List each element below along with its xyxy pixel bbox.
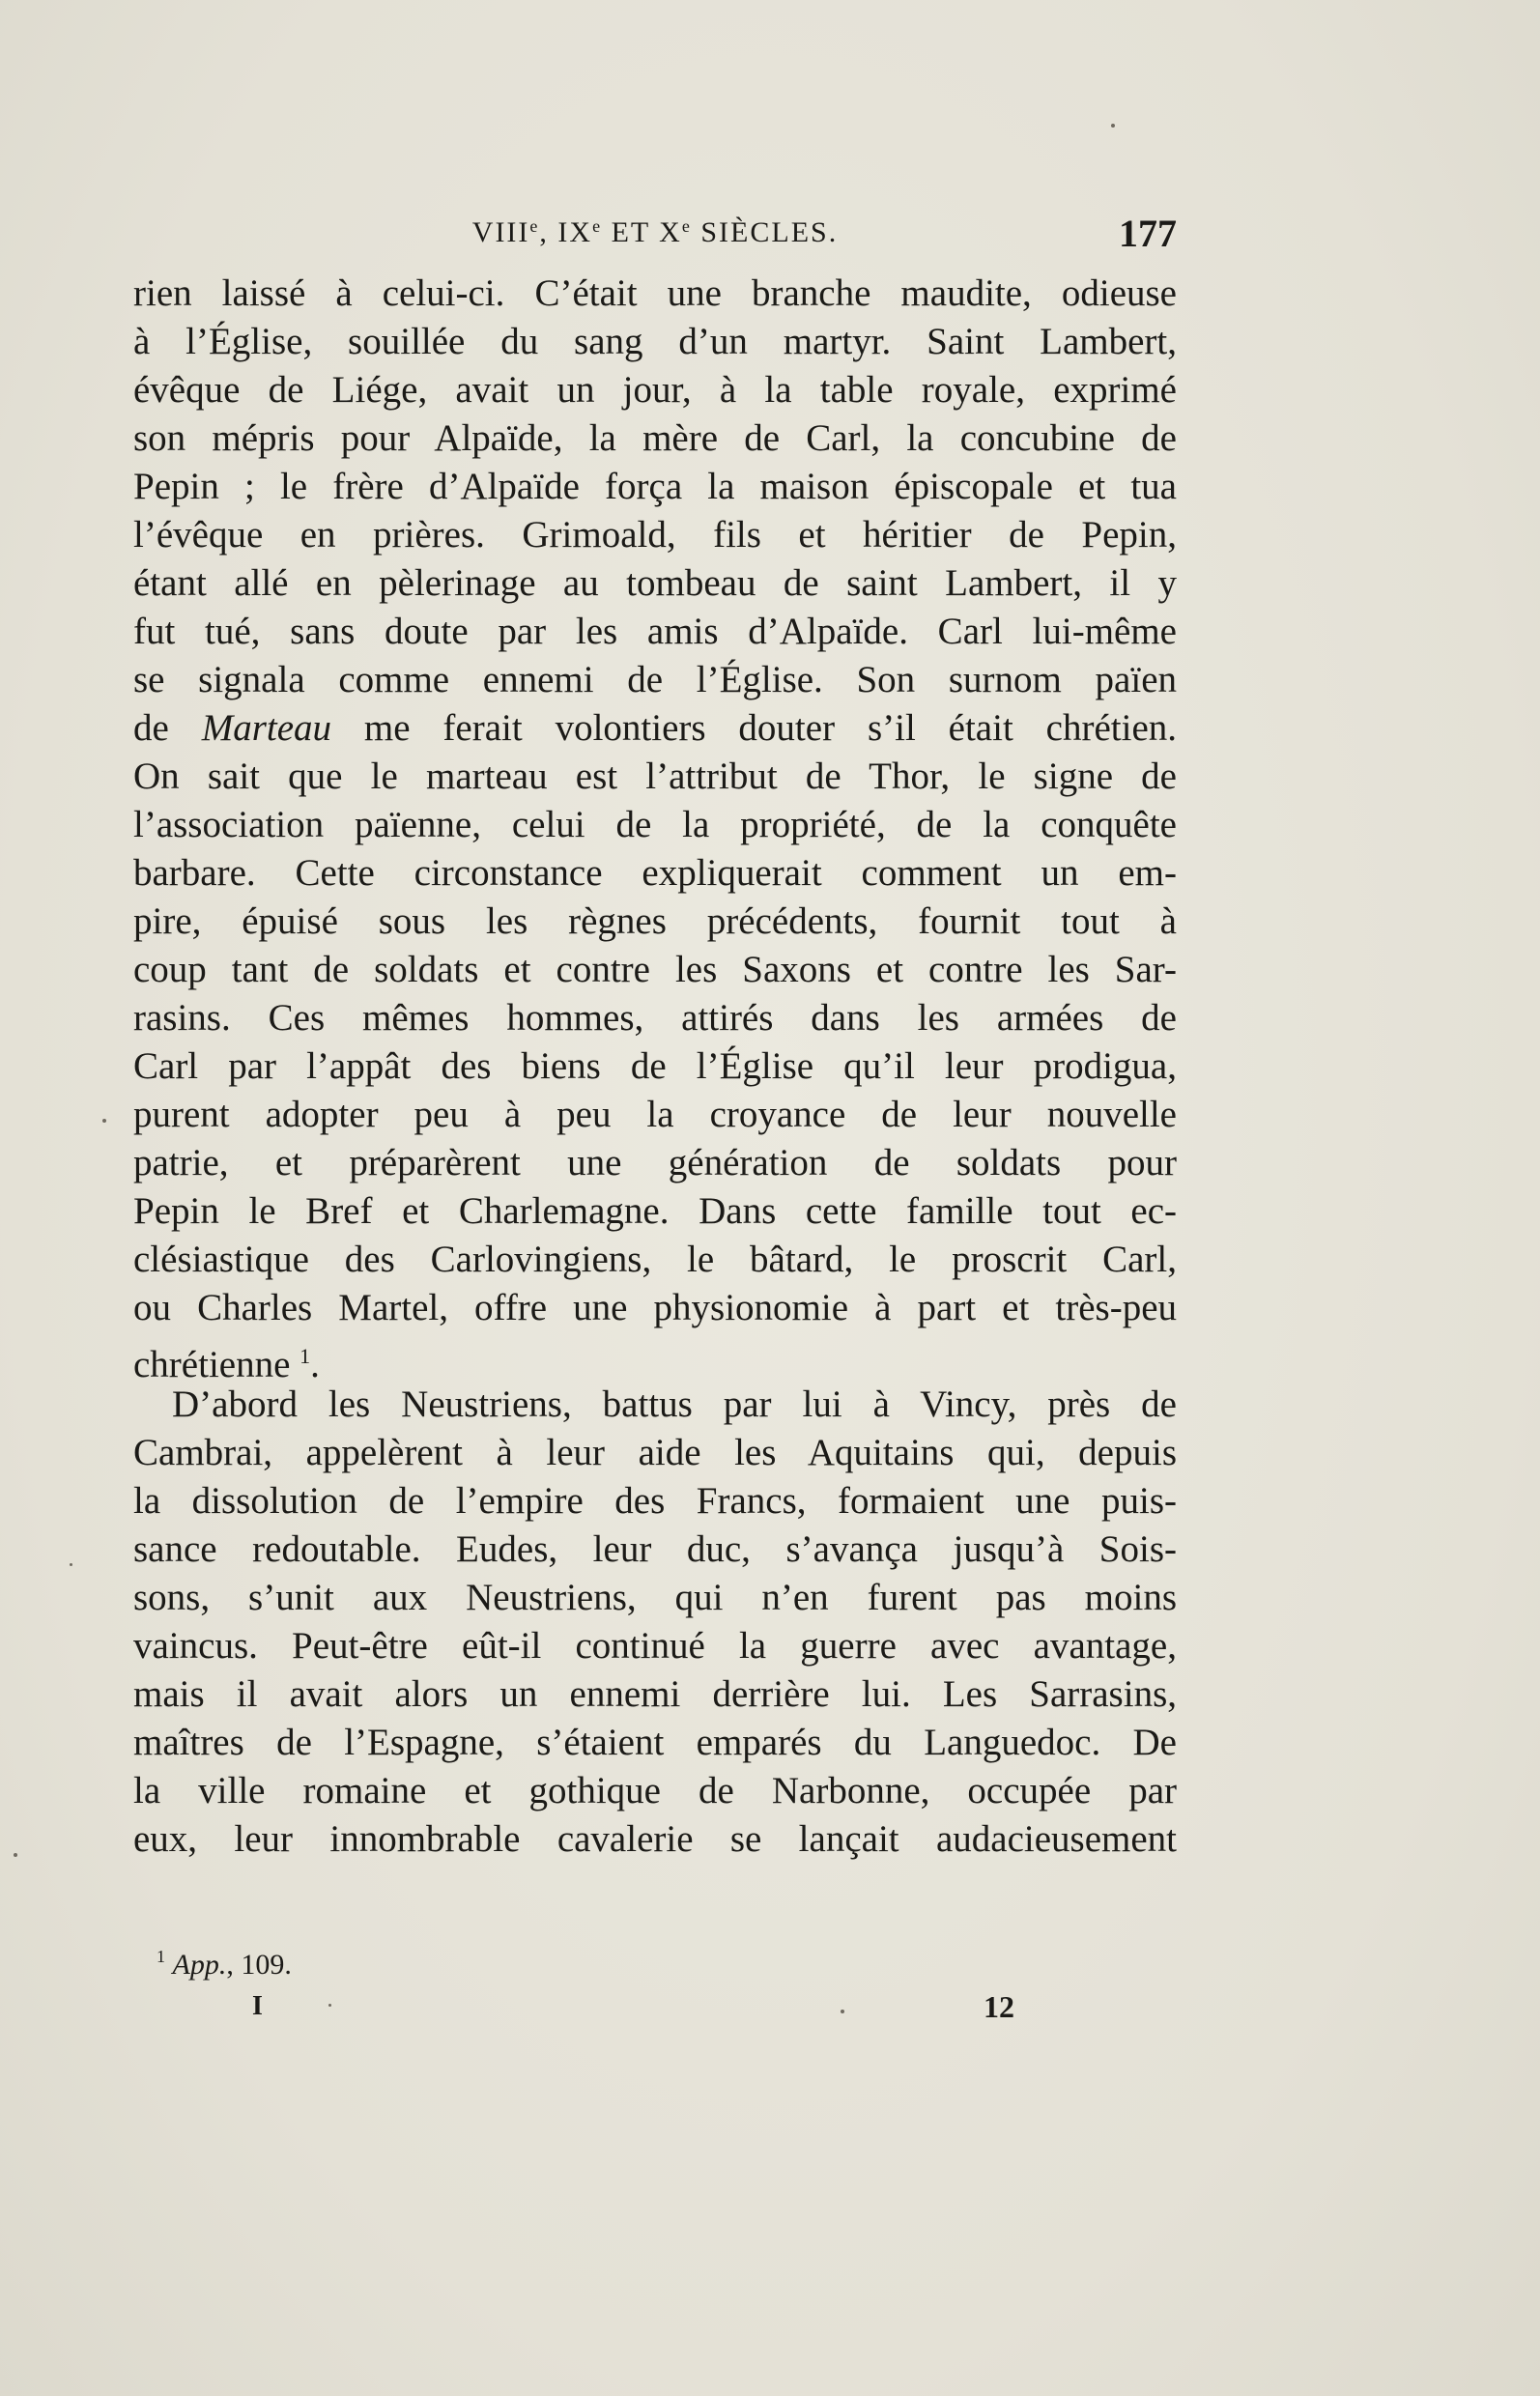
text-line: la dissolution de l’empire des Francs, formaient une puis-	[133, 1480, 1177, 1522]
paper-speck	[1111, 124, 1115, 128]
text-line: se signala comme ennemi de l’Église. Son surnom païen	[133, 659, 1177, 700]
text-line: l’association païenne, celui de la propriété, de la conquête	[133, 804, 1177, 845]
paper-speck	[102, 1119, 106, 1123]
text-line: la ville romaine et gothique de Narbonne, occupée par	[133, 1770, 1177, 1811]
text-line: ou Charles Martel, offre une physionomie à part et très-peu	[133, 1287, 1177, 1328]
footnote-abbrev: App.	[172, 1949, 227, 1981]
text-line: pire, épuisé sous les règnes précédents, fournit tout à	[133, 900, 1177, 942]
footnote-rest: , 109.	[226, 1949, 292, 1981]
text-line: maîtres de l’Espagne, s’étaient emparés du Languedoc. De	[133, 1722, 1177, 1763]
text-line: étant allé en pèlerinage au tombeau de saint Lambert, il y	[133, 562, 1177, 604]
running-head-sup: e	[529, 216, 540, 236]
text-line: barbare. Cette circonstance expliquerait comment un em-	[133, 852, 1177, 894]
text-line: Carl par l’appât des biens de l’Église qu’il leur prodigua,	[133, 1045, 1177, 1087]
text-line: sance redoutable. Eudes, leur duc, s’avança jusqu’à Sois-	[133, 1528, 1177, 1570]
paper-speck	[14, 1853, 17, 1857]
running-head-part: , IX	[539, 216, 593, 248]
text-line: mais il avait alors un ennemi derrière lui. Les Sarrasins,	[133, 1673, 1177, 1715]
paragraph-first-line: D’abord les Neustriens, battus par lui à Vincy, près de	[172, 1383, 1177, 1425]
text-line: à l’Église, souillée du sang d’un martyr. Saint Lambert,	[133, 321, 1177, 362]
running-head-sup: e	[681, 216, 692, 236]
paper-speck	[841, 2010, 844, 2013]
page-header	[133, 211, 1177, 259]
text-line: rien laissé à celui-ci. C’était une branche maudite, odieuse	[133, 272, 1177, 314]
text-fragment: chrétienne	[133, 1344, 291, 1385]
footnote-marker: 1	[157, 1947, 165, 1966]
text-line-with-italic	[133, 704, 1177, 753]
text-line: l’évêque en prières. Grimoald, fils et héritier de Pepin,	[133, 514, 1177, 556]
running-head-sup: e	[592, 216, 603, 236]
text-line: patrie, et préparèrent une génération de soldats pour	[133, 1142, 1177, 1184]
paper-speck	[328, 2004, 331, 2007]
text-line: Pepin ; le frère d’Alpaïde força la maison épiscopale et tua	[133, 466, 1177, 507]
text-line: sons, s’unit aux Neustriens, qui n’en furent pas moins	[133, 1577, 1177, 1618]
text-line: vaincus. Peut-être eût-il continué la guerre avec avantage,	[133, 1625, 1177, 1667]
running-head-part: ET X	[602, 216, 682, 248]
body-text	[133, 270, 1177, 1864]
text-line: Pepin le Bref et Charlemagne. Dans cette famille tout ec-	[133, 1190, 1177, 1232]
text-line: Cambrai, appelèrent à leur aide les Aquitains qui, depuis	[133, 1432, 1177, 1473]
period: .	[310, 1344, 320, 1385]
text-line: évêque de Liége, avait un jour, à la table royale, exprimé	[133, 369, 1177, 411]
footnote-reference[interactable]: 1	[299, 1344, 311, 1368]
page-number: 177	[1119, 212, 1177, 255]
text-line: clésiastique des Carlovingiens, le bâtard, le proscrit Carl,	[133, 1239, 1177, 1280]
signature-mark-left: I	[252, 1991, 263, 2021]
running-head	[133, 216, 1177, 249]
text-line: On sait que le marteau est l’attribut de Thor, le signe de	[133, 756, 1177, 797]
signature-mark-right: 12	[984, 1989, 1014, 2024]
footnote-text	[157, 1932, 292, 1989]
running-head-part: VIII	[471, 216, 530, 248]
paragraph-last-line	[133, 1332, 1177, 1385]
running-head-part: SIÈCLES.	[691, 216, 839, 248]
text-fragment: me ferait volontiers douter s’il était chrétien.	[331, 707, 1178, 749]
text-line: coup tant de soldats et contre les Saxons et contre les Sar-	[133, 949, 1177, 990]
footnote	[133, 1932, 1177, 1981]
italic-word: Marteau	[201, 707, 332, 749]
text-fragment: de	[133, 707, 202, 749]
text-line: rasins. Ces mêmes hommes, attirés dans les armées de	[133, 997, 1177, 1039]
text-line: son mépris pour Alpaïde, la mère de Carl, la concubine de	[133, 417, 1177, 459]
text-line: fut tué, sans doute par les amis d’Alpaïde. Carl lui-même	[133, 611, 1177, 652]
paper-speck	[70, 1563, 72, 1566]
text-line: purent adopter peu à peu la croyance de leur nouvelle	[133, 1094, 1177, 1135]
text-line: eux, leur innombrable cavalerie se lançait audacieusement	[133, 1818, 1177, 1860]
printer-signatures	[133, 1982, 1177, 2031]
